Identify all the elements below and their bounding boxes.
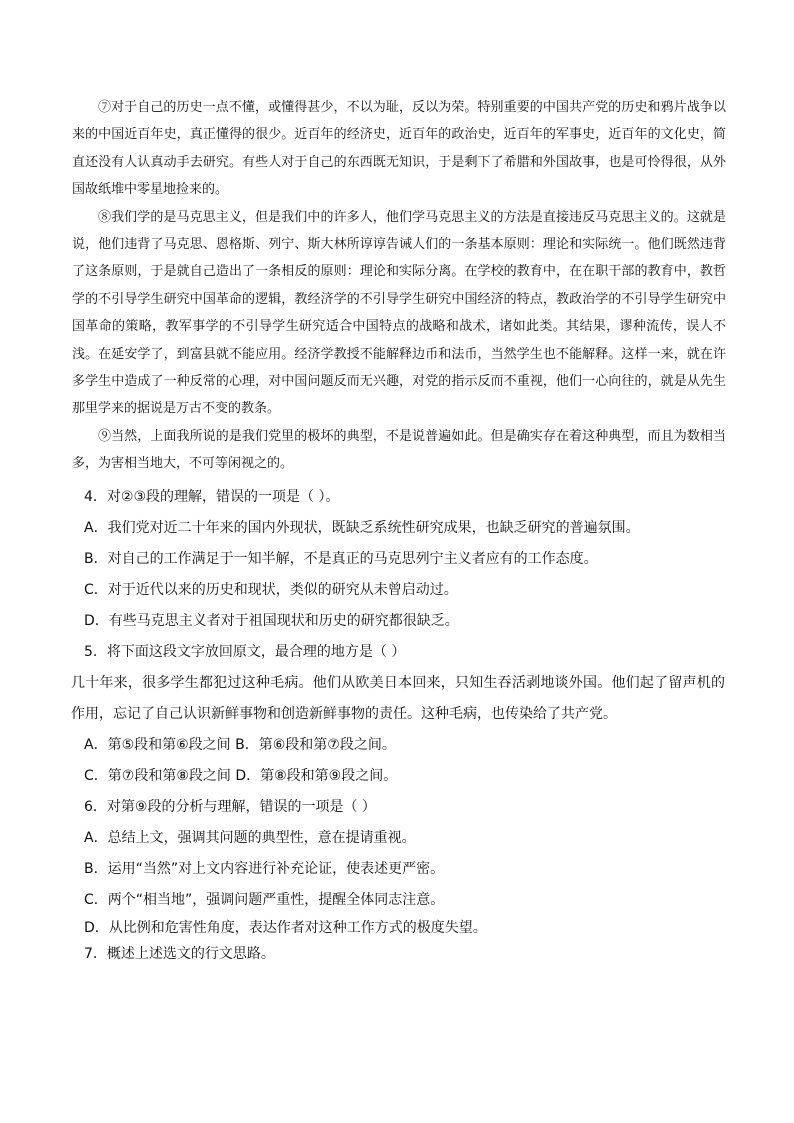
reading-passage [72, 94, 726, 478]
paragraph-7: ⑦对于自己的历史一点不懂，或懂得甚少，不以为耻，反以为荣。特别重要的中国共产党的历史和鸦片战争以来的中国近百年史，真正懂得的很少。近百年的经济史，近百年的政治史，近百年的军事史，近百年的文化史，简直还没有人认真动手去研究。有些人对于自己的东西既无知识，于是剩下了希腊和外国故事，也是可怜得很，从外国故纸堆中零星地捡来的。 [72, 100, 726, 198]
question-5-insert-text: 几十年来，很多学生都犯过这种毛病。他们从欧美日本回来，只知生吞活剥地谈外国。他们起了留声机的作用，忘记了自己认识新鲜事物和创造新鲜事物的责任。这种毛病，也传染给了共产党。 [71, 675, 725, 722]
question-6-option-c: C．两个“相当地”，强调问题严重性，提醒全体同志注意。 [84, 892, 445, 908]
paragraph-9: ⑨当然，上面我所说的是我们党里的极坏的典型，不是说普遍如此。但是确实存在着这种典型，而且为数相当多，为害相当地大，不可等闲视之的。 [72, 428, 726, 472]
question-4-option-b: B．对自己的工作满足于一知半解，不是真正的马克思列宁主义者应有的工作态度。 [84, 551, 598, 567]
question-4-stem: 4．对②③段的理解，错误的一项是（ ）。 [84, 489, 340, 505]
question-6-stem: 6．对第⑨段的分析与理解，错误的一项是（ ） [84, 799, 376, 815]
question-5-stem: 5．将下面这段文字放回原文，最合理的地方是（ ） [84, 644, 406, 660]
question-7-stem: 7．概述上述选文的行文思路。 [84, 946, 275, 962]
question-6-option-d: D．从比例和危害性角度，表达作者对这种工作方式的极度失望。 [84, 920, 487, 936]
question-4-option-d: D．有些马克思主义者对于祖国现状和历史的研究都很缺乏。 [84, 613, 459, 629]
paragraph-8: ⑧我们学的是马克思主义，但是我们中的许多人，他们学马克思主义的方法是直接违反马克思主义的。这就是说，他们违背了马克思、恩格斯、列宁、斯大林所谆谆告诫人们的一条基本原则：理论和实际统一。他们既然违背了这条原则，于是就自己造出了一条相反的原则：理论和实际分离。在学校的教育中，在在职干部的教育中，教哲学的不引导学生研究中国革命的逻辑，教经济学的不引导学生研究中国经济的特点，教政治学的不引导学生研究中国革命的策略，教军事学的不引导学生研究适合中国特点的战略和战术，诸如此类。其结果，谬种流传，误人不浅。在延安学了，到富县就不能应用。经济学教授不能解释边币和法币，当然学生也不能解释。这样一来，就在许多学生中造成了一种反常的心理，对中国问题反而无兴趣，对党的指示反而不重视，他们一心向往的，就是从先生那里学来的据说是万古不变的教条。 [72, 209, 726, 417]
question-5-options-ab: A．第⑤段和第⑥段之间 B．第⑥段和第⑦段之间。 [84, 737, 396, 753]
question-5-insert-wrap [71, 668, 725, 730]
question-5-options-cd: C．第⑦段和第⑧段之间 D．第⑧段和第⑨段之间。 [84, 768, 398, 784]
question-4 [84, 482, 724, 637]
question-5 [71, 637, 725, 792]
question-4-option-c: C．对于近代以来的历史和现状，类似的研究从未曾启动过。 [84, 582, 458, 598]
question-6-option-a: A．总结上文，强调其问题的典型性，意在提请重视。 [84, 830, 416, 846]
question-6-option-b: B．运用“当然”对上文内容进行补充论证，使表述更严密。 [84, 861, 445, 877]
question-section [71, 482, 725, 968]
question-4-option-a: A．我们党对近二十年来的国内外现状，既缺乏系统性研究成果，也缺乏研究的普遍氛围。 [84, 520, 640, 536]
question-7 [84, 940, 724, 968]
question-6 [84, 792, 724, 940]
